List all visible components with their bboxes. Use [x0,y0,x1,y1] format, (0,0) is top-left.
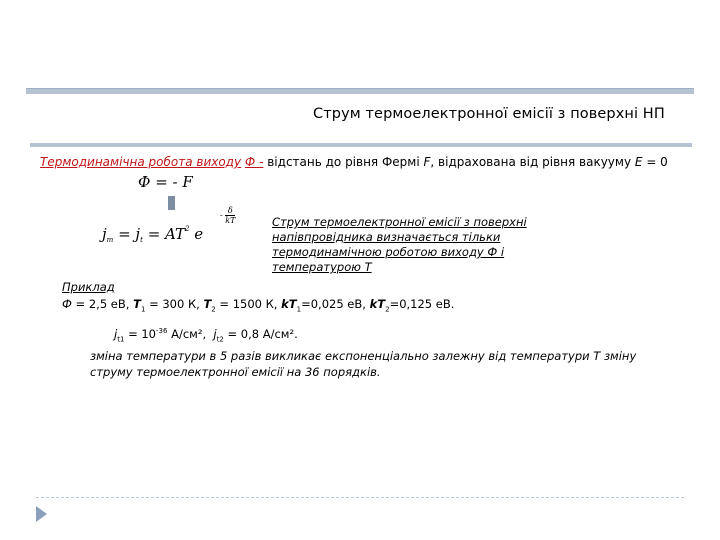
formula-exp-den: kT [225,216,236,225]
example-t1-val: = 300 К, [149,297,200,311]
current-values [114,327,298,343]
formula-exponent [220,206,235,225]
current-j2-sub: t2 [216,335,224,344]
formula-phi: Ф = - F [138,173,193,191]
slide-title: Струм термоелектронної емісії з поверхні НП [313,106,665,122]
fermi-symbol: F [423,155,431,169]
example-t2-val: = 1500 К, [219,297,278,311]
formula-phi-marker [168,196,175,210]
formula-j-mid-sub: t [140,236,143,244]
definition-text-a: відстань до рівня Фермі [267,155,420,169]
example-kt1-sub: 1 [296,305,302,314]
formula-current [102,225,203,244]
current-j1-unit: А/см², [171,327,207,341]
vacuum-symbol: E [634,155,643,169]
example-t2-sub: 2 [211,305,216,314]
current-j1-eq: = 10 [128,327,156,341]
current-j1-exp: -36 [156,327,168,336]
current-j2: j [213,327,217,341]
bottom-divider [36,497,684,498]
example-kt1: kT [281,297,297,311]
formula-j-lhs: j [102,225,107,243]
definition-paragraph [40,154,690,171]
definition-text-b: , відрахована від рівня вакууму [430,155,632,169]
example-kt1-val: =0,025 еВ, [301,297,366,311]
formula-j-e: e [194,225,204,243]
formula-exp-num: δ [225,206,235,216]
example-phi-val: = 2,5 еВ, [75,297,130,311]
example-kt2-val: =0,125 еВ. [389,297,455,311]
current-note: Струм термоелектронної емісії з поверхні напівпровідника визначається тільки термодинамічною роботою виходу Ф і температурою T [272,215,527,274]
conclusion-text: зміна температури в 5 разів викликає експоненціально залежну від температури T зміну струму термоелектронної емісії на 36 порядків. [90,349,637,379]
formula-j-rhs: = AT [147,225,186,243]
example-label: Приклад [62,280,115,294]
definition-symbol: Ф - [244,155,264,169]
current-j2-val: = 0,8 А/см². [227,327,298,341]
top-divider [26,88,694,94]
example-kt2: kT [369,297,386,311]
vacuum-value: = 0 [646,155,668,169]
definition-term: Термодинамічна робота виходу [40,155,242,169]
formula-j-mid: = j [118,225,141,243]
formula-j-rhs-sup: 2 [185,225,190,233]
example-kt2-sub: 2 [385,305,390,314]
current-j1-sub: t1 [117,335,125,344]
formula-j-lhs-sub: т [106,236,114,244]
next-slide-arrow-icon[interactable] [36,506,47,522]
example-t1-sub: 1 [140,305,146,314]
title-divider [30,143,692,147]
example-t1: T [133,297,141,311]
formula-exp-sign: - [220,210,223,220]
formula-exp-fraction [225,206,235,225]
example-values [62,297,454,313]
example-phi: Ф [62,297,72,311]
current-j1: j [114,327,118,341]
example-t2: T [203,297,212,311]
